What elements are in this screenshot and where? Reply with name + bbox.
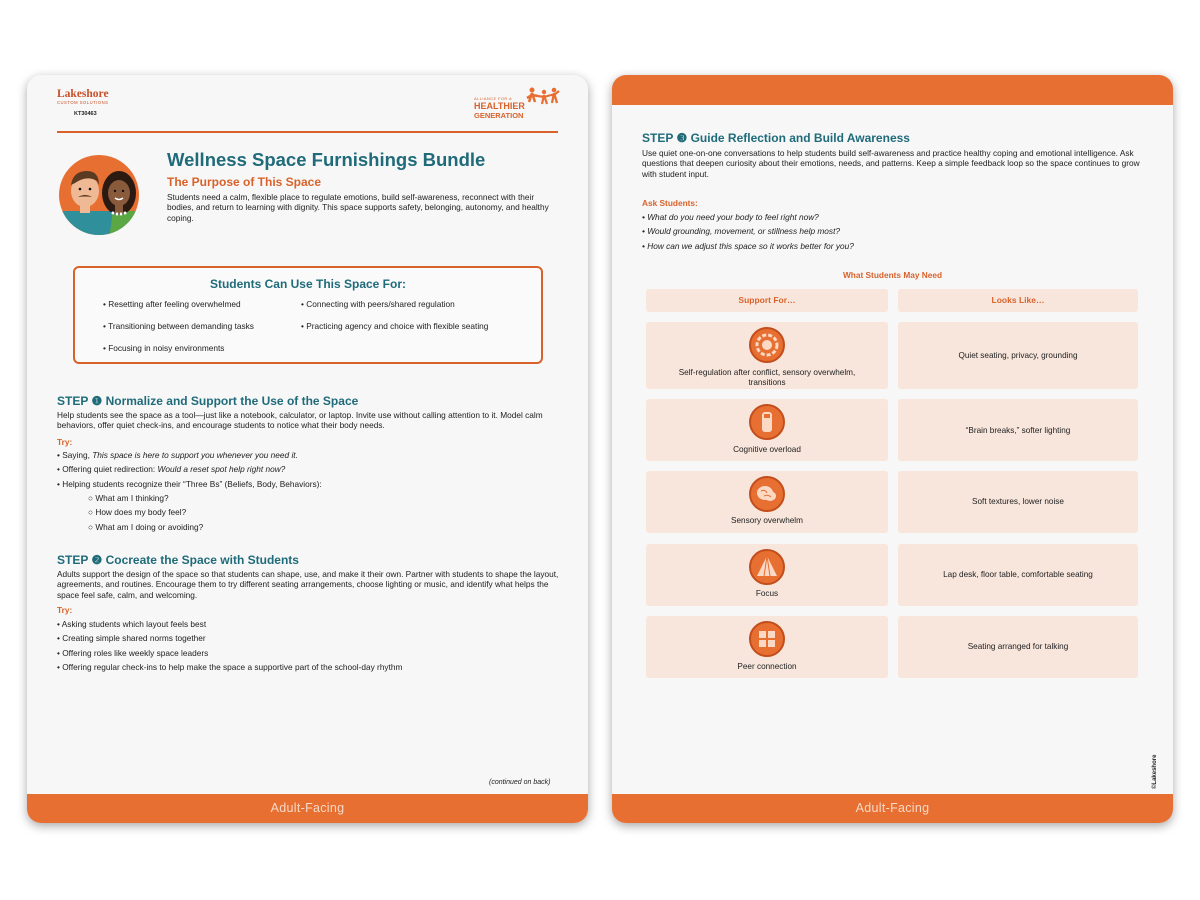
uses-box-heading: Students Can Use This Space For:: [209, 277, 407, 291]
back-page: [612, 75, 1173, 823]
footer-bar: Adult-Facing: [612, 794, 1173, 823]
purpose-heading: The Purpose of This Space: [167, 175, 322, 189]
partner-logo: ALLIANCE FOR A HEALTHIER GENERATION: [474, 86, 560, 122]
puzzle-icon: [749, 621, 785, 657]
lamp-icon: [749, 404, 785, 440]
table-row-support: Sensory overwhelm: [646, 471, 888, 533]
table-row-looks: Seating arranged for talking: [898, 616, 1138, 678]
step3-text: Use quiet one-on-one conversations to help students build self-awareness and practice healthy coping and emotional intelligence. Ask questions that deepen curiosity about their emotions, needs, and patterns. Keep a simple feedback loop so the space continues to grow with student input.: [642, 148, 1140, 179]
step1-subitem: ○ How does my body feel?: [88, 507, 187, 517]
step1-try: Try:: [57, 437, 73, 447]
table-header-cell: Support For…: [646, 289, 888, 312]
lakeshore-logo: Lakeshore CUSTOM SOLUTIONS: [57, 88, 109, 105]
step1-item: • Saying, This space is here to support you whenever you need it.: [57, 450, 298, 460]
avatar-illustration: [57, 153, 143, 237]
use-item: • Resetting after feeling overwhelmed: [103, 299, 241, 309]
use-item: • Transitioning between demanding tasks: [103, 321, 254, 331]
table-row-looks: Quiet seating, privacy, grounding: [898, 322, 1138, 389]
ask-item: • Would grounding, movement, or stillness help most?: [642, 226, 840, 236]
step2-item: • Creating simple shared norms together: [57, 633, 206, 643]
ask-item: • How can we adjust this space so it works better for you?: [642, 241, 854, 251]
step2-item: • Asking students which layout feels best: [57, 619, 207, 629]
step2-text: Adults support the design of the space so that students can shape, use, and make it their own. Partner with students to shape the layout, agreements, and routines. Encourage them to try different seating arrangements, choose lighting or music, and identify what helps the space feel safe, calm, and welcoming.: [57, 569, 559, 600]
step1-subitem: ○ What am I thinking?: [88, 493, 169, 503]
table-row-support: Cognitive overload: [646, 399, 888, 461]
step3-heading: STEP ❸ Guide Reflection and Build Awareness: [642, 131, 910, 145]
step1-text: Help students see the space as a tool—just like a notebook, calculator, or laptop. Invite use without calling attention to it. Model calm behaviors, offer quiet check-ins, and encourage students to notice what their body needs.: [57, 410, 543, 431]
table-row-looks: “Brain breaks,” softer lighting: [898, 399, 1138, 461]
ask-heading: Ask Students:: [642, 198, 698, 208]
ask-item: • What do you need your body to feel right now?: [642, 212, 819, 222]
table-header-cell: Looks Like…: [898, 289, 1138, 312]
step2-try: Try:: [57, 605, 73, 615]
step1-item: • Helping students recognize their “Three Bs” (Beliefs, Body, Behaviors):: [57, 479, 322, 489]
footer-bar: Adult-Facing: [27, 794, 588, 823]
table-row-looks: Lap desk, floor table, comfortable seating: [898, 544, 1138, 606]
step1-subitem: ○ What am I doing or avoiding?: [88, 522, 204, 532]
table-title: What Students May Need: [842, 270, 943, 280]
table-row-support: Focus: [646, 544, 888, 606]
table-row-support: Self-regulation after conflict, sensory overwhelm, transitions: [646, 322, 888, 389]
step1-heading: STEP ❶ Normalize and Support the Use of the Space: [57, 394, 359, 408]
header-rule: [57, 131, 558, 133]
continued-note: (continued on back): [489, 779, 551, 786]
gear-head-icon: [749, 327, 785, 363]
copyright: ©Lakeshore: [1152, 754, 1158, 789]
step1-item: • Offering quiet redirection: Would a reset spot help right now?: [57, 464, 286, 474]
page-title: Wellness Space Furnishings Bundle: [167, 149, 486, 170]
figures-icon: [524, 86, 560, 112]
front-page: [27, 75, 588, 823]
use-item: • Focusing in noisy environments: [103, 343, 225, 353]
step2-item: • Offering roles like weekly space leaders: [57, 648, 209, 658]
uses-box: [73, 266, 543, 364]
step2-heading: STEP ❷ Cocreate the Space with Students: [57, 553, 299, 567]
product-code: KT30463: [74, 111, 97, 117]
brain-icon: [749, 476, 785, 512]
purpose-text: Students need a calm, flexible place to regulate emotions, build self-awareness, reconnect with their bodies, and return to learning with dignity. This space supports safety, belonging, autonomy, and healthy coping.: [167, 192, 549, 223]
use-item: • Practicing agency and choice with flexible seating: [301, 321, 489, 331]
table-row-support: Peer connection: [646, 616, 888, 678]
use-item: • Connecting with peers/shared regulation: [301, 299, 455, 309]
table-row-looks: Soft textures, lower noise: [898, 471, 1138, 533]
top-bar: [612, 75, 1173, 105]
tent-icon: [749, 549, 785, 585]
step2-item: • Offering regular check-ins to help make the space a supportive part of the school-day rhythm: [57, 662, 403, 672]
